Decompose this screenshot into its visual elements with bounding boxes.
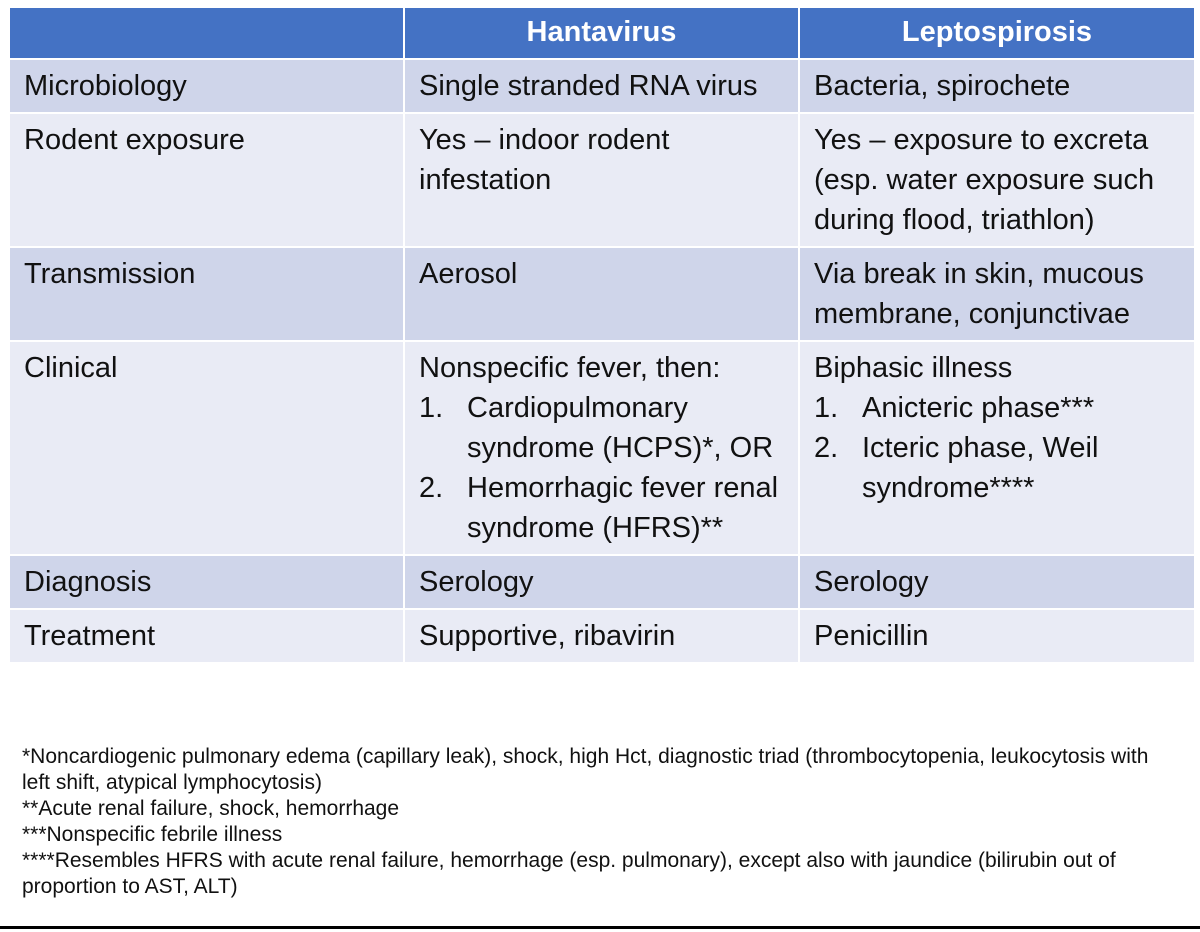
footnotes — [22, 744, 1182, 900]
table-row-transmission — [9, 247, 1195, 341]
header-hantavirus: Hantavirus — [404, 7, 799, 59]
row-label: Microbiology — [9, 59, 404, 113]
row-label: Transmission — [9, 247, 404, 341]
clinical-intro: Biphasic illness — [814, 352, 1013, 384]
table-row-diagnosis — [9, 555, 1195, 609]
hantavirus-cell: Yes – indoor rodent infestation — [404, 113, 799, 247]
clinical-list — [814, 388, 1180, 508]
hantavirus-cell: Serology — [404, 555, 799, 609]
hantavirus-cell — [404, 341, 799, 555]
bottom-divider — [0, 926, 1200, 929]
leptospirosis-cell — [799, 341, 1195, 555]
list-number: 2. — [814, 432, 839, 464]
row-label: Clinical — [9, 341, 404, 555]
row-label: Treatment — [9, 609, 404, 663]
comparison-table — [8, 6, 1196, 664]
table-row-treatment — [9, 609, 1195, 663]
header-blank — [9, 7, 404, 59]
footnote: *Noncardiogenic pulmonary edema (capillary leak), shock, high Hct, diagnostic triad (thrombocytopenia, leukocytosis with left shift, atypical lymphocytosis) — [22, 745, 1149, 794]
list-text: Cardiopulmonary syndrome (HCPS)*, OR — [467, 392, 774, 464]
footnote: ****Resembles HFRS with acute renal failure, hemorrhage (esp. pulmonary), except also with jaundice (bilirubin out of proportion to AST, ALT) — [22, 849, 1116, 898]
footnote: ***Nonspecific febrile illness — [22, 823, 283, 846]
table-row-microbiology — [9, 59, 1195, 113]
list-item — [814, 388, 1180, 428]
leptospirosis-cell: Bacteria, spirochete — [799, 59, 1195, 113]
table-row-clinical — [9, 341, 1195, 555]
clinical-list — [419, 388, 784, 548]
list-number: 2. — [419, 472, 444, 504]
leptospirosis-cell: Yes – exposure to excreta (esp. water exposure such during flood, triathlon) — [799, 113, 1195, 247]
header-row — [9, 7, 1195, 59]
leptospirosis-cell: Serology — [799, 555, 1195, 609]
row-label: Diagnosis — [9, 555, 404, 609]
list-text: Anicteric phase*** — [862, 392, 1095, 424]
footnote: **Acute renal failure, shock, hemorrhage — [22, 797, 400, 820]
list-text: Hemorrhagic fever renal syndrome (HFRS)** — [467, 472, 779, 544]
hantavirus-cell: Aerosol — [404, 247, 799, 341]
hantavirus-cell: Single stranded RNA virus — [404, 59, 799, 113]
list-number: 1. — [419, 392, 444, 424]
hantavirus-cell: Supportive, ribavirin — [404, 609, 799, 663]
list-item — [419, 388, 784, 468]
header-leptospirosis: Leptospirosis — [799, 7, 1195, 59]
list-item — [419, 468, 784, 548]
list-number: 1. — [814, 392, 839, 424]
list-item — [814, 428, 1180, 508]
leptospirosis-cell: Penicillin — [799, 609, 1195, 663]
table-row-rodent-exposure — [9, 113, 1195, 247]
row-label: Rodent exposure — [9, 113, 404, 247]
clinical-intro: Nonspecific fever, then: — [419, 352, 721, 384]
leptospirosis-cell: Via break in skin, mucous membrane, conjunctivae — [799, 247, 1195, 341]
list-text: Icteric phase, Weil syndrome**** — [862, 432, 1099, 504]
